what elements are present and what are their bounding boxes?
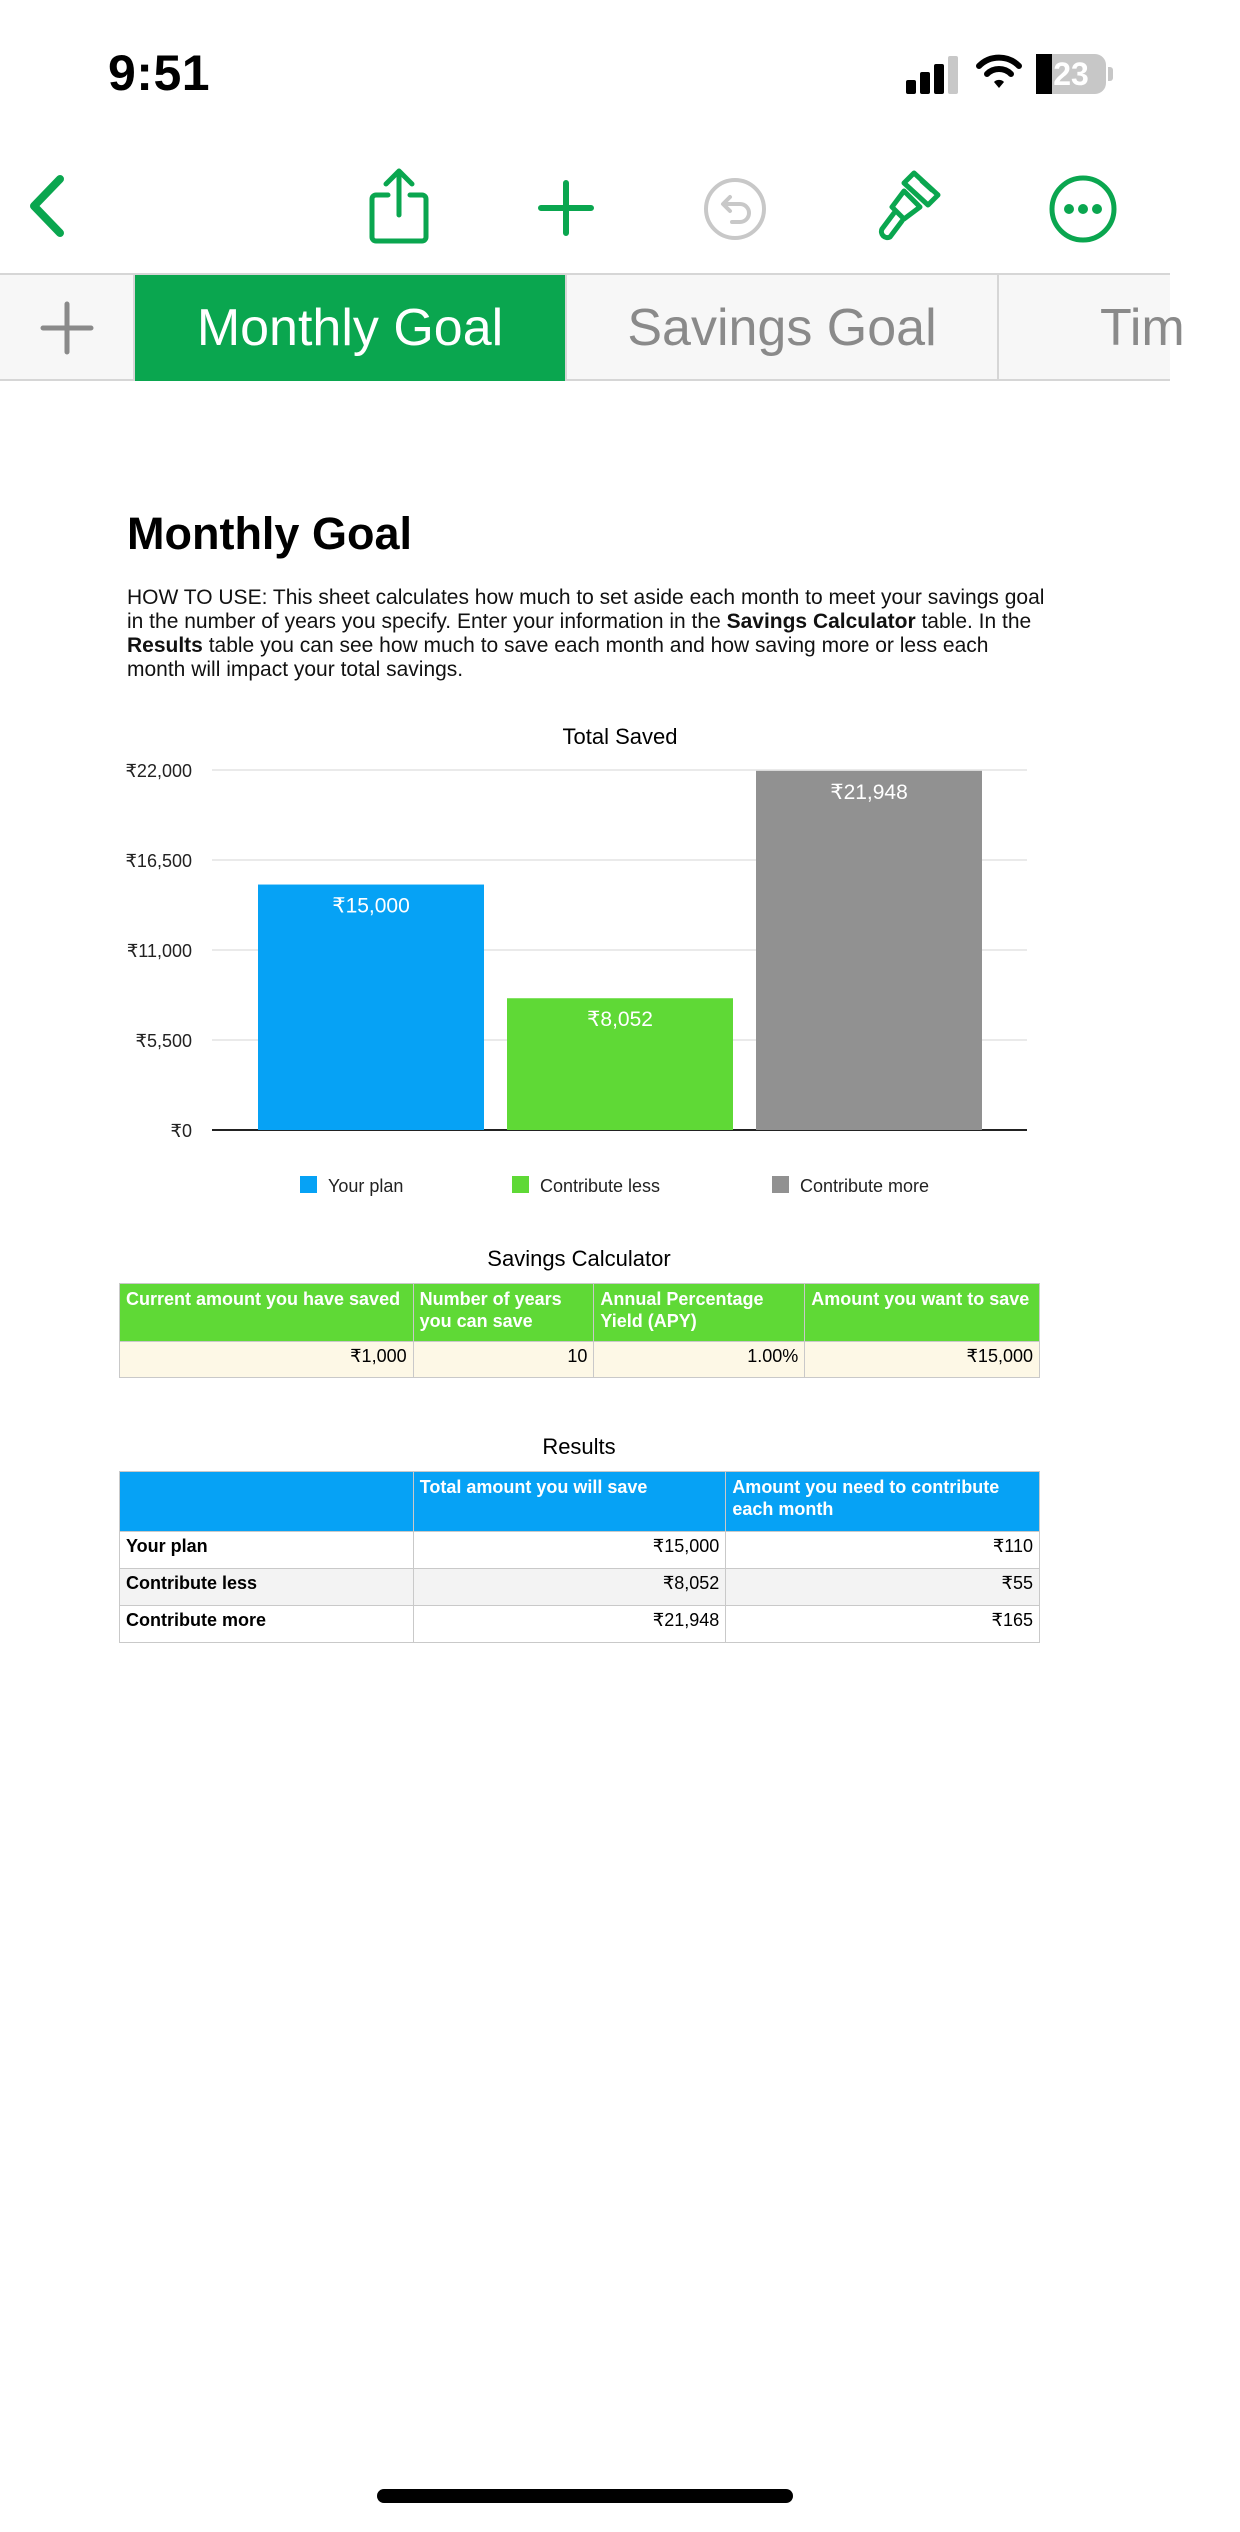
bar-0 (258, 885, 484, 1130)
row-monthly[interactable]: ₹110 (726, 1532, 1040, 1569)
add-button[interactable] (534, 176, 598, 240)
add-icon (537, 179, 595, 237)
results-header-blank (120, 1472, 414, 1532)
row-monthly[interactable]: ₹55 (726, 1569, 1040, 1606)
more-icon (1048, 174, 1118, 244)
status-time: 9:51 (108, 45, 211, 101)
row-total[interactable]: ₹15,000 (413, 1532, 726, 1569)
y-tick-label: ₹0 (170, 1121, 192, 1141)
results-title: Results (542, 1434, 616, 1459)
table-row (120, 1606, 1040, 1643)
bar-2 (756, 771, 982, 1130)
tab-savings-goal[interactable]: Savings Goal (567, 275, 999, 381)
howto-text-2: table. In the (915, 610, 1032, 633)
instructions-text (127, 586, 1047, 682)
savings-calculator-table (119, 1283, 1040, 1378)
calc-header-years: Number of years you can save (413, 1284, 594, 1342)
y-tick-label: ₹22,000 (125, 761, 192, 781)
more-button[interactable] (1046, 172, 1120, 246)
battery-icon (1036, 54, 1112, 94)
row-monthly[interactable]: ₹165 (726, 1606, 1040, 1643)
table-row (120, 1569, 1040, 1606)
y-tick-label: ₹5,500 (135, 1031, 192, 1051)
results-header-total: Total amount you will save (413, 1472, 726, 1532)
total-saved-chart[interactable] (0, 740, 1170, 1220)
row-total[interactable]: ₹8,052 (413, 1569, 726, 1606)
add-sheet-button[interactable] (0, 275, 135, 381)
share-icon (368, 167, 430, 245)
sheet-tab-bar (0, 273, 1185, 381)
share-button[interactable] (364, 166, 434, 246)
row-total[interactable]: ₹21,948 (413, 1606, 726, 1643)
wifi-icon (976, 52, 1022, 92)
howto-bold-results: Results (127, 634, 203, 657)
bar-value-label: ₹8,052 (587, 1008, 653, 1032)
legend-label: Contribute more (800, 1176, 930, 1196)
calc-header-current: Current amount you have saved (120, 1284, 414, 1342)
battery-level: 23 (1053, 56, 1089, 92)
howto-bold-calculator: Savings Calculator (726, 610, 916, 633)
format-brush-icon (874, 167, 946, 247)
howto-text-1: HOW TO USE: This sheet calculates how much to set aside each month to meet your savings goal in the number of years you specify. Enter your information in the (127, 586, 1045, 633)
page-title: Monthly Goal (127, 508, 412, 559)
calc-header-apy: Annual Percentage Yield (APY) (594, 1284, 805, 1342)
legend-swatch (512, 1176, 529, 1193)
legend-label: Your plan (328, 1176, 404, 1196)
calc-header-goal: Amount you want to save (805, 1284, 1040, 1342)
row-label[interactable]: Your plan (120, 1532, 414, 1569)
chart-title: Total Saved (562, 724, 678, 749)
back-chevron-icon (26, 175, 66, 237)
results-header-monthly: Amount you need to contribute each month (726, 1472, 1040, 1532)
legend-swatch (772, 1176, 789, 1193)
legend-label: Contribute less (540, 1176, 661, 1196)
tab-timeline[interactable]: Tim (1100, 299, 1185, 357)
y-tick-label: ₹11,000 (126, 941, 192, 961)
back-button[interactable] (18, 168, 74, 244)
calc-cell-current[interactable]: ₹1,000 (120, 1342, 414, 1378)
howto-text-3: table you can see how much to save each month and how saving more or less each month will impact your total savings. (127, 634, 989, 681)
undo-icon (702, 176, 768, 242)
tab-monthly-goal[interactable]: Monthly Goal (135, 275, 567, 381)
y-tick-label: ₹16,500 (125, 851, 192, 871)
format-button[interactable] (872, 166, 948, 248)
row-label[interactable]: Contribute less (120, 1569, 414, 1606)
calc-cell-goal[interactable]: ₹15,000 (805, 1342, 1040, 1378)
home-indicator[interactable] (377, 2489, 793, 2503)
legend-swatch (300, 1176, 317, 1193)
results-table (119, 1471, 1040, 1643)
calculator-title: Savings Calculator (487, 1246, 671, 1271)
cellular-signal-icon (906, 54, 958, 94)
bar-value-label: ₹15,000 (332, 894, 410, 918)
undo-button[interactable] (700, 174, 770, 244)
bar-value-label: ₹21,948 (830, 780, 908, 804)
row-label[interactable]: Contribute more (120, 1606, 414, 1643)
plus-icon (39, 300, 95, 356)
calc-cell-apy[interactable]: 1.00% (594, 1342, 805, 1378)
calc-cell-years[interactable]: 10 (413, 1342, 594, 1378)
table-row (120, 1532, 1040, 1569)
